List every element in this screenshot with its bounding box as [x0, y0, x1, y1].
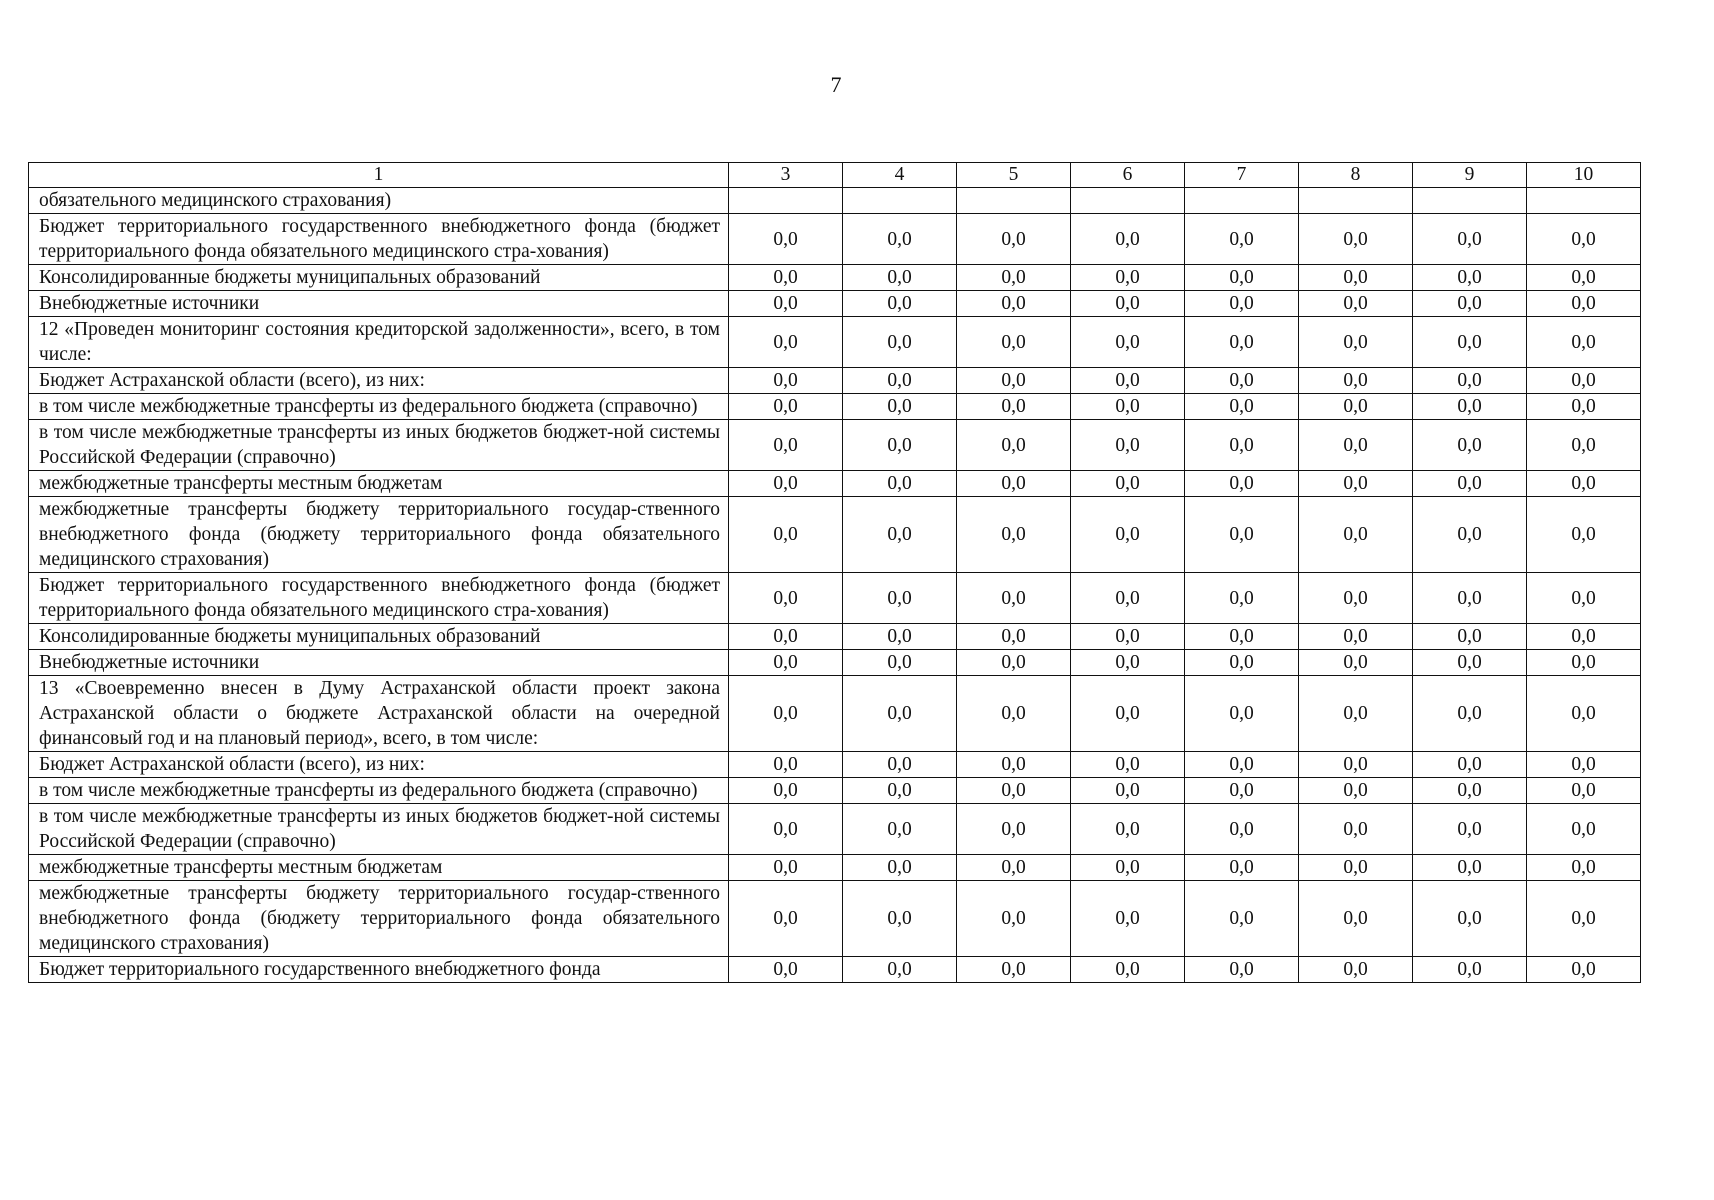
value-cell: 0,0	[1299, 881, 1413, 957]
value-cell: 0,0	[957, 497, 1071, 573]
value-cell: 0,0	[729, 317, 843, 368]
row-label: Бюджет территориального государственного внебюджетного фонда	[29, 957, 729, 983]
value-cell: 0,0	[1185, 394, 1299, 420]
value-cell: 0,0	[1071, 881, 1185, 957]
value-cell: 0,0	[957, 471, 1071, 497]
column-header-0: 1	[29, 163, 729, 188]
value-cell: 0,0	[957, 317, 1071, 368]
value-cell: 0,0	[957, 291, 1071, 317]
value-cell: 0,0	[843, 291, 957, 317]
value-cell: 0,0	[843, 368, 957, 394]
value-cell: 0,0	[843, 752, 957, 778]
value-cell: 0,0	[1185, 317, 1299, 368]
value-cell: 0,0	[1185, 497, 1299, 573]
table-row	[29, 420, 1641, 471]
value-cell: 0,0	[1185, 368, 1299, 394]
row-label: Внебюджетные источники	[29, 291, 729, 317]
value-cell: 0,0	[1527, 624, 1641, 650]
value-cell: 0,0	[1071, 855, 1185, 881]
value-cell: 0,0	[1185, 957, 1299, 983]
row-label: в том числе межбюджетные трансферты из иных бюджетов бюджет-ной системы Российской Федерации (справочно)	[29, 420, 729, 471]
column-header-2: 4	[843, 163, 957, 188]
value-cell: 0,0	[1185, 471, 1299, 497]
table-row	[29, 497, 1641, 573]
value-cell: 0,0	[1185, 265, 1299, 291]
value-cell: 0,0	[1413, 291, 1527, 317]
value-cell: 0,0	[1185, 752, 1299, 778]
value-cell: 0,0	[729, 957, 843, 983]
row-label: 13 «Своевременно внесен в Думу Астраханской области проект закона Астраханской области о бюджете Астраханской области на очередной финансовый год и на плановый период», всего, в том числе:	[29, 676, 729, 752]
value-cell: 0,0	[1299, 650, 1413, 676]
value-cell: 0,0	[1413, 317, 1527, 368]
value-cell: 0,0	[843, 624, 957, 650]
value-cell: 0,0	[1527, 676, 1641, 752]
value-cell: 0,0	[729, 471, 843, 497]
row-label: Бюджет Астраханской области (всего), из них:	[29, 752, 729, 778]
table-row	[29, 573, 1641, 624]
value-cell: 0,0	[957, 778, 1071, 804]
value-cell: 0,0	[1527, 265, 1641, 291]
value-cell: 0,0	[957, 265, 1071, 291]
value-cell: 0,0	[843, 394, 957, 420]
value-cell: 0,0	[957, 804, 1071, 855]
row-label: в том числе межбюджетные трансферты из иных бюджетов бюджет-ной системы Российской Федерации (справочно)	[29, 804, 729, 855]
table-row	[29, 471, 1641, 497]
value-cell: 0,0	[957, 420, 1071, 471]
header-row	[29, 163, 1641, 188]
column-header-3: 5	[957, 163, 1071, 188]
value-cell: 0,0	[1413, 394, 1527, 420]
value-cell: 0,0	[1527, 957, 1641, 983]
row-label: в том числе межбюджетные трансферты из федерального бюджета (справочно)	[29, 778, 729, 804]
value-cell: 0,0	[1185, 573, 1299, 624]
value-cell: 0,0	[957, 624, 1071, 650]
value-cell: 0,0	[1299, 497, 1413, 573]
value-cell: 0,0	[1527, 471, 1641, 497]
value-cell: 0,0	[1071, 624, 1185, 650]
row-label: межбюджетные трансферты бюджету территориального государ-ственного внебюджетного фонда (бюджету территориального фонда обязательного медицинского страхования)	[29, 881, 729, 957]
value-cell: 0,0	[843, 676, 957, 752]
table-row	[29, 676, 1641, 752]
value-cell: 0,0	[1527, 573, 1641, 624]
table-body	[29, 188, 1641, 983]
column-header-1: 3	[729, 163, 843, 188]
value-cell: 0,0	[1527, 394, 1641, 420]
value-cell: 0,0	[1071, 752, 1185, 778]
column-header-4: 6	[1071, 163, 1185, 188]
page-number: 7	[830, 72, 842, 97]
row-label: Бюджет территориального государственного внебюджетного фонда (бюджет территориального фонда обязательного медицинского стра-хования)	[29, 214, 729, 265]
value-cell: 0,0	[1071, 650, 1185, 676]
value-cell: 0,0	[729, 214, 843, 265]
value-cell: 0,0	[1071, 676, 1185, 752]
value-cell: 0,0	[1299, 957, 1413, 983]
row-label: в том числе межбюджетные трансферты из федерального бюджета (справочно)	[29, 394, 729, 420]
value-cell: 0,0	[957, 650, 1071, 676]
value-cell: 0,0	[1413, 368, 1527, 394]
value-cell: 0,0	[1413, 265, 1527, 291]
row-label: межбюджетные трансферты местным бюджетам	[29, 855, 729, 881]
value-cell: 0,0	[729, 804, 843, 855]
value-cell: 0,0	[957, 855, 1071, 881]
value-cell: 0,0	[1071, 778, 1185, 804]
value-cell: 0,0	[843, 497, 957, 573]
value-cell	[729, 188, 843, 214]
value-cell: 0,0	[1071, 804, 1185, 855]
value-cell: 0,0	[1185, 881, 1299, 957]
value-cell: 0,0	[1071, 368, 1185, 394]
value-cell: 0,0	[1413, 420, 1527, 471]
table-row	[29, 291, 1641, 317]
value-cell	[1527, 188, 1641, 214]
value-cell: 0,0	[843, 855, 957, 881]
value-cell: 0,0	[843, 804, 957, 855]
value-cell: 0,0	[729, 265, 843, 291]
value-cell: 0,0	[1185, 291, 1299, 317]
value-cell: 0,0	[1071, 317, 1185, 368]
value-cell: 0,0	[1071, 957, 1185, 983]
value-cell	[1071, 188, 1185, 214]
value-cell: 0,0	[1299, 804, 1413, 855]
value-cell: 0,0	[843, 317, 957, 368]
value-cell: 0,0	[1413, 573, 1527, 624]
value-cell: 0,0	[1527, 420, 1641, 471]
column-header-5: 7	[1185, 163, 1299, 188]
value-cell: 0,0	[1185, 420, 1299, 471]
table-row	[29, 624, 1641, 650]
value-cell: 0,0	[1413, 804, 1527, 855]
value-cell: 0,0	[1071, 497, 1185, 573]
value-cell: 0,0	[729, 291, 843, 317]
table-row	[29, 804, 1641, 855]
value-cell: 0,0	[1299, 573, 1413, 624]
value-cell: 0,0	[729, 676, 843, 752]
value-cell: 0,0	[1527, 778, 1641, 804]
value-cell	[957, 188, 1071, 214]
table-row	[29, 778, 1641, 804]
value-cell	[843, 188, 957, 214]
value-cell: 0,0	[729, 752, 843, 778]
value-cell: 0,0	[1413, 650, 1527, 676]
table-row	[29, 394, 1641, 420]
value-cell: 0,0	[957, 676, 1071, 752]
value-cell: 0,0	[729, 778, 843, 804]
value-cell: 0,0	[1413, 214, 1527, 265]
value-cell: 0,0	[1071, 420, 1185, 471]
value-cell: 0,0	[1299, 676, 1413, 752]
value-cell: 0,0	[729, 650, 843, 676]
value-cell: 0,0	[843, 957, 957, 983]
value-cell: 0,0	[957, 881, 1071, 957]
value-cell: 0,0	[1185, 855, 1299, 881]
value-cell: 0,0	[1299, 368, 1413, 394]
value-cell: 0,0	[1185, 624, 1299, 650]
value-cell: 0,0	[1299, 214, 1413, 265]
value-cell: 0,0	[729, 855, 843, 881]
value-cell: 0,0	[1527, 291, 1641, 317]
value-cell: 0,0	[1527, 881, 1641, 957]
value-cell: 0,0	[1413, 778, 1527, 804]
row-label: Бюджет территориального государственного внебюджетного фонда (бюджет территориального фонда обязательного медицинского стра-хования)	[29, 573, 729, 624]
value-cell: 0,0	[1185, 214, 1299, 265]
value-cell: 0,0	[729, 881, 843, 957]
value-cell: 0,0	[1527, 214, 1641, 265]
value-cell: 0,0	[1299, 420, 1413, 471]
value-cell: 0,0	[729, 497, 843, 573]
value-cell: 0,0	[1185, 676, 1299, 752]
value-cell: 0,0	[1299, 778, 1413, 804]
value-cell: 0,0	[1413, 881, 1527, 957]
column-header-7: 9	[1413, 163, 1527, 188]
value-cell: 0,0	[1299, 394, 1413, 420]
table-row	[29, 265, 1641, 291]
value-cell: 0,0	[1185, 778, 1299, 804]
table-row	[29, 214, 1641, 265]
column-header-8: 10	[1527, 163, 1641, 188]
value-cell: 0,0	[729, 573, 843, 624]
value-cell: 0,0	[1185, 804, 1299, 855]
table-header	[29, 163, 1641, 188]
value-cell	[1413, 188, 1527, 214]
table-row	[29, 752, 1641, 778]
value-cell: 0,0	[957, 394, 1071, 420]
value-cell: 0,0	[957, 214, 1071, 265]
value-cell: 0,0	[1071, 573, 1185, 624]
value-cell: 0,0	[729, 394, 843, 420]
value-cell: 0,0	[843, 573, 957, 624]
value-cell: 0,0	[1299, 471, 1413, 497]
value-cell: 0,0	[843, 214, 957, 265]
row-label: Консолидированные бюджеты муниципальных образований	[29, 624, 729, 650]
value-cell: 0,0	[1185, 650, 1299, 676]
value-cell: 0,0	[1527, 368, 1641, 394]
value-cell: 0,0	[843, 471, 957, 497]
value-cell: 0,0	[1299, 291, 1413, 317]
value-cell: 0,0	[1413, 471, 1527, 497]
value-cell: 0,0	[1071, 471, 1185, 497]
row-label: Внебюджетные источники	[29, 650, 729, 676]
value-cell: 0,0	[1413, 752, 1527, 778]
value-cell	[1299, 188, 1413, 214]
value-cell: 0,0	[1527, 650, 1641, 676]
value-cell: 0,0	[1071, 291, 1185, 317]
table-row	[29, 650, 1641, 676]
row-label: Консолидированные бюджеты муниципальных образований	[29, 265, 729, 291]
value-cell: 0,0	[843, 650, 957, 676]
value-cell: 0,0	[1413, 676, 1527, 752]
value-cell: 0,0	[843, 778, 957, 804]
row-label: межбюджетные трансферты местным бюджетам	[29, 471, 729, 497]
row-label: межбюджетные трансферты бюджету территориального государ-ственного внебюджетного фонда (бюджету территориального фонда обязательного медицинского страхования)	[29, 497, 729, 573]
table-row	[29, 957, 1641, 983]
value-cell: 0,0	[1413, 624, 1527, 650]
value-cell: 0,0	[1299, 624, 1413, 650]
value-cell: 0,0	[1527, 497, 1641, 573]
value-cell: 0,0	[1299, 752, 1413, 778]
value-cell: 0,0	[1527, 804, 1641, 855]
table-row	[29, 188, 1641, 214]
table-row	[29, 881, 1641, 957]
budget-table	[28, 162, 1641, 983]
value-cell: 0,0	[729, 368, 843, 394]
value-cell: 0,0	[957, 957, 1071, 983]
value-cell	[1185, 188, 1299, 214]
value-cell: 0,0	[843, 265, 957, 291]
value-cell: 0,0	[957, 368, 1071, 394]
row-label: 12 «Проведен мониторинг состояния кредиторской задолженности», всего, в том числе:	[29, 317, 729, 368]
value-cell: 0,0	[729, 624, 843, 650]
value-cell: 0,0	[957, 573, 1071, 624]
value-cell: 0,0	[1527, 855, 1641, 881]
value-cell: 0,0	[1071, 265, 1185, 291]
table-row	[29, 855, 1641, 881]
value-cell: 0,0	[1413, 957, 1527, 983]
value-cell: 0,0	[1299, 855, 1413, 881]
value-cell: 0,0	[1413, 855, 1527, 881]
value-cell: 0,0	[1527, 752, 1641, 778]
value-cell: 0,0	[1413, 497, 1527, 573]
table-row	[29, 317, 1641, 368]
value-cell: 0,0	[843, 881, 957, 957]
row-label: обязательного медицинского страхования)	[29, 188, 729, 214]
column-header-6: 8	[1299, 163, 1413, 188]
value-cell: 0,0	[1299, 317, 1413, 368]
value-cell: 0,0	[729, 420, 843, 471]
row-label: Бюджет Астраханской области (всего), из них:	[29, 368, 729, 394]
value-cell: 0,0	[843, 420, 957, 471]
value-cell: 0,0	[1299, 265, 1413, 291]
value-cell: 0,0	[1071, 394, 1185, 420]
value-cell: 0,0	[1527, 317, 1641, 368]
table-row	[29, 368, 1641, 394]
value-cell: 0,0	[1071, 214, 1185, 265]
value-cell: 0,0	[957, 752, 1071, 778]
